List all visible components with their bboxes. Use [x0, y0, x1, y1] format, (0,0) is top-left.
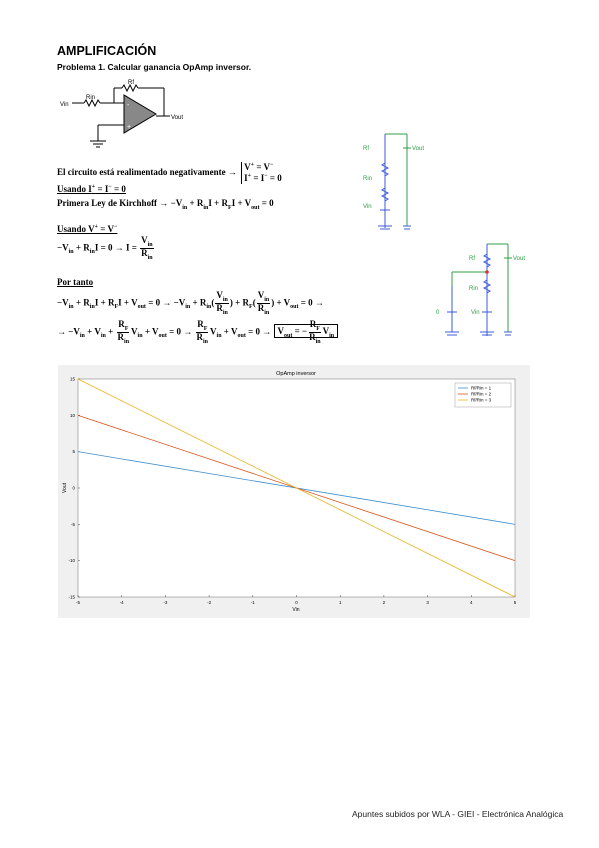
vin-label-1: Vin [363, 204, 372, 210]
x-tick-label: 4 [470, 600, 473, 605]
problem-statement: Problema 1. Calcular ganancia OpAmp inversor. [57, 62, 252, 72]
current-equation: $-V_{in} + R_{in}I = 0 \to I$ = $\frac{V_{in}}{R_{in}}$ [57, 235, 153, 261]
divider-schematic-2 [432, 240, 527, 340]
page-title: AMPLIFICACIÓN [57, 44, 157, 58]
legend-label: Rf/Rin = 2 [471, 391, 492, 397]
footer-credit: Apuntes subidos por WLA - GIEI - Electrónica Analógica [352, 809, 564, 819]
x-tick-label: 5 [513, 600, 517, 605]
feedback-text: El circuito está realimentado negativamente → [57, 166, 237, 177]
legend-label: Rf/Rin = 1 [471, 385, 492, 391]
x-tick-label: 2 [382, 600, 386, 605]
plot-figure [58, 365, 530, 618]
x-tick-label: -5 [75, 600, 81, 605]
x-tick-label: 3 [426, 600, 429, 605]
using-voltage-text: Usando V [57, 224, 95, 234]
feedback-conditions: V+ = V− I+ = I− = 0 [241, 162, 282, 184]
divider-schematic-1 [360, 128, 440, 233]
x-tick-label: -3 [163, 600, 168, 605]
vout-label-1: Vout [412, 146, 425, 152]
rin-label-2: Rin [469, 286, 479, 292]
rf-label: Rf [128, 80, 134, 86]
y-tick-label: 0 [72, 485, 75, 491]
using-voltage-heading: Usando V+ = V− [57, 224, 118, 234]
using-current-text: Usando I [57, 184, 92, 194]
rin-label: Rin [86, 95, 96, 101]
cond-a: V [244, 162, 251, 172]
final-result-box: $V_{out}$ = − $\frac{R_F}{R_{in}}$ $V_{in}$ [274, 324, 339, 338]
vout-label: Vout [171, 115, 184, 121]
por-tanto-text: Por tanto [57, 277, 94, 287]
x-tick-label: -4 [119, 600, 124, 605]
substitution-equation: $-V_{in} + R_{in}I + R_FI + V_{out} = 0 \to -V_{in} + R_{in}$( $\frac{V_{in}}{R_{in}}$ ) + $R_F$( $\frac{V_{in}}{R_{in}}$ ) + $V_{out} = 0$ → [57, 290, 324, 316]
rin-label-1: Rin [363, 176, 373, 182]
vin-label-2: Vin [471, 310, 480, 316]
using-current-heading: Usando I+ = I− = 0 [57, 184, 126, 194]
x-axis-label: Vin [292, 607, 300, 613]
vout-label-2: Vout [513, 256, 526, 262]
result-equation: → $-V_{in} + V_{in}$ + $\frac{R_F}{R_{in}}$ $V_{in} + V_{out} = 0$ → $\frac{R_F}{R_{in}}$ $V_{in} + V_{out} = 0 \to V_{out}$ = − $\frac{R_F}{R_{in}}$ $V_{in}$ [57, 320, 338, 345]
y-tick-label: 10 [69, 412, 75, 418]
feedback-statement [57, 162, 282, 184]
y-tick-label: -15 [68, 594, 75, 600]
chart-title: OpAmp inversor [276, 371, 316, 377]
y-tick-label: 15 [69, 376, 75, 382]
cond-b: I [244, 172, 248, 183]
kirchhoff-equation: Primera Ley de Kirchhoff → $-V_{in} + R_{in}I + R_FI + V_{out} = 0$ [57, 198, 274, 211]
kirchhoff-text: Primera Ley de Kirchhoff → [57, 198, 169, 208]
vin-label: Vin [60, 102, 69, 108]
rf-label-2: Rf [469, 256, 475, 262]
rf-label-1: Rf [363, 146, 369, 152]
por-tanto-heading [57, 277, 93, 287]
x-tick-label: -1 [250, 600, 255, 605]
y-tick-label: -10 [68, 558, 75, 564]
opamp-schematic [58, 75, 188, 155]
y-axis-label: Vout [62, 482, 68, 494]
zero-label: 0 [436, 310, 440, 316]
x-tick-label: 1 [338, 600, 342, 605]
legend-label: Rf/Rin = 3 [471, 397, 492, 403]
y-tick-label: 5 [72, 449, 75, 455]
opamp-chart [58, 365, 530, 618]
svg-text:-: - [127, 102, 130, 109]
svg-text:+: + [127, 124, 132, 131]
y-tick-label: -5 [70, 521, 75, 527]
x-tick-label: -2 [207, 600, 212, 605]
x-tick-label: 0 [295, 600, 298, 605]
